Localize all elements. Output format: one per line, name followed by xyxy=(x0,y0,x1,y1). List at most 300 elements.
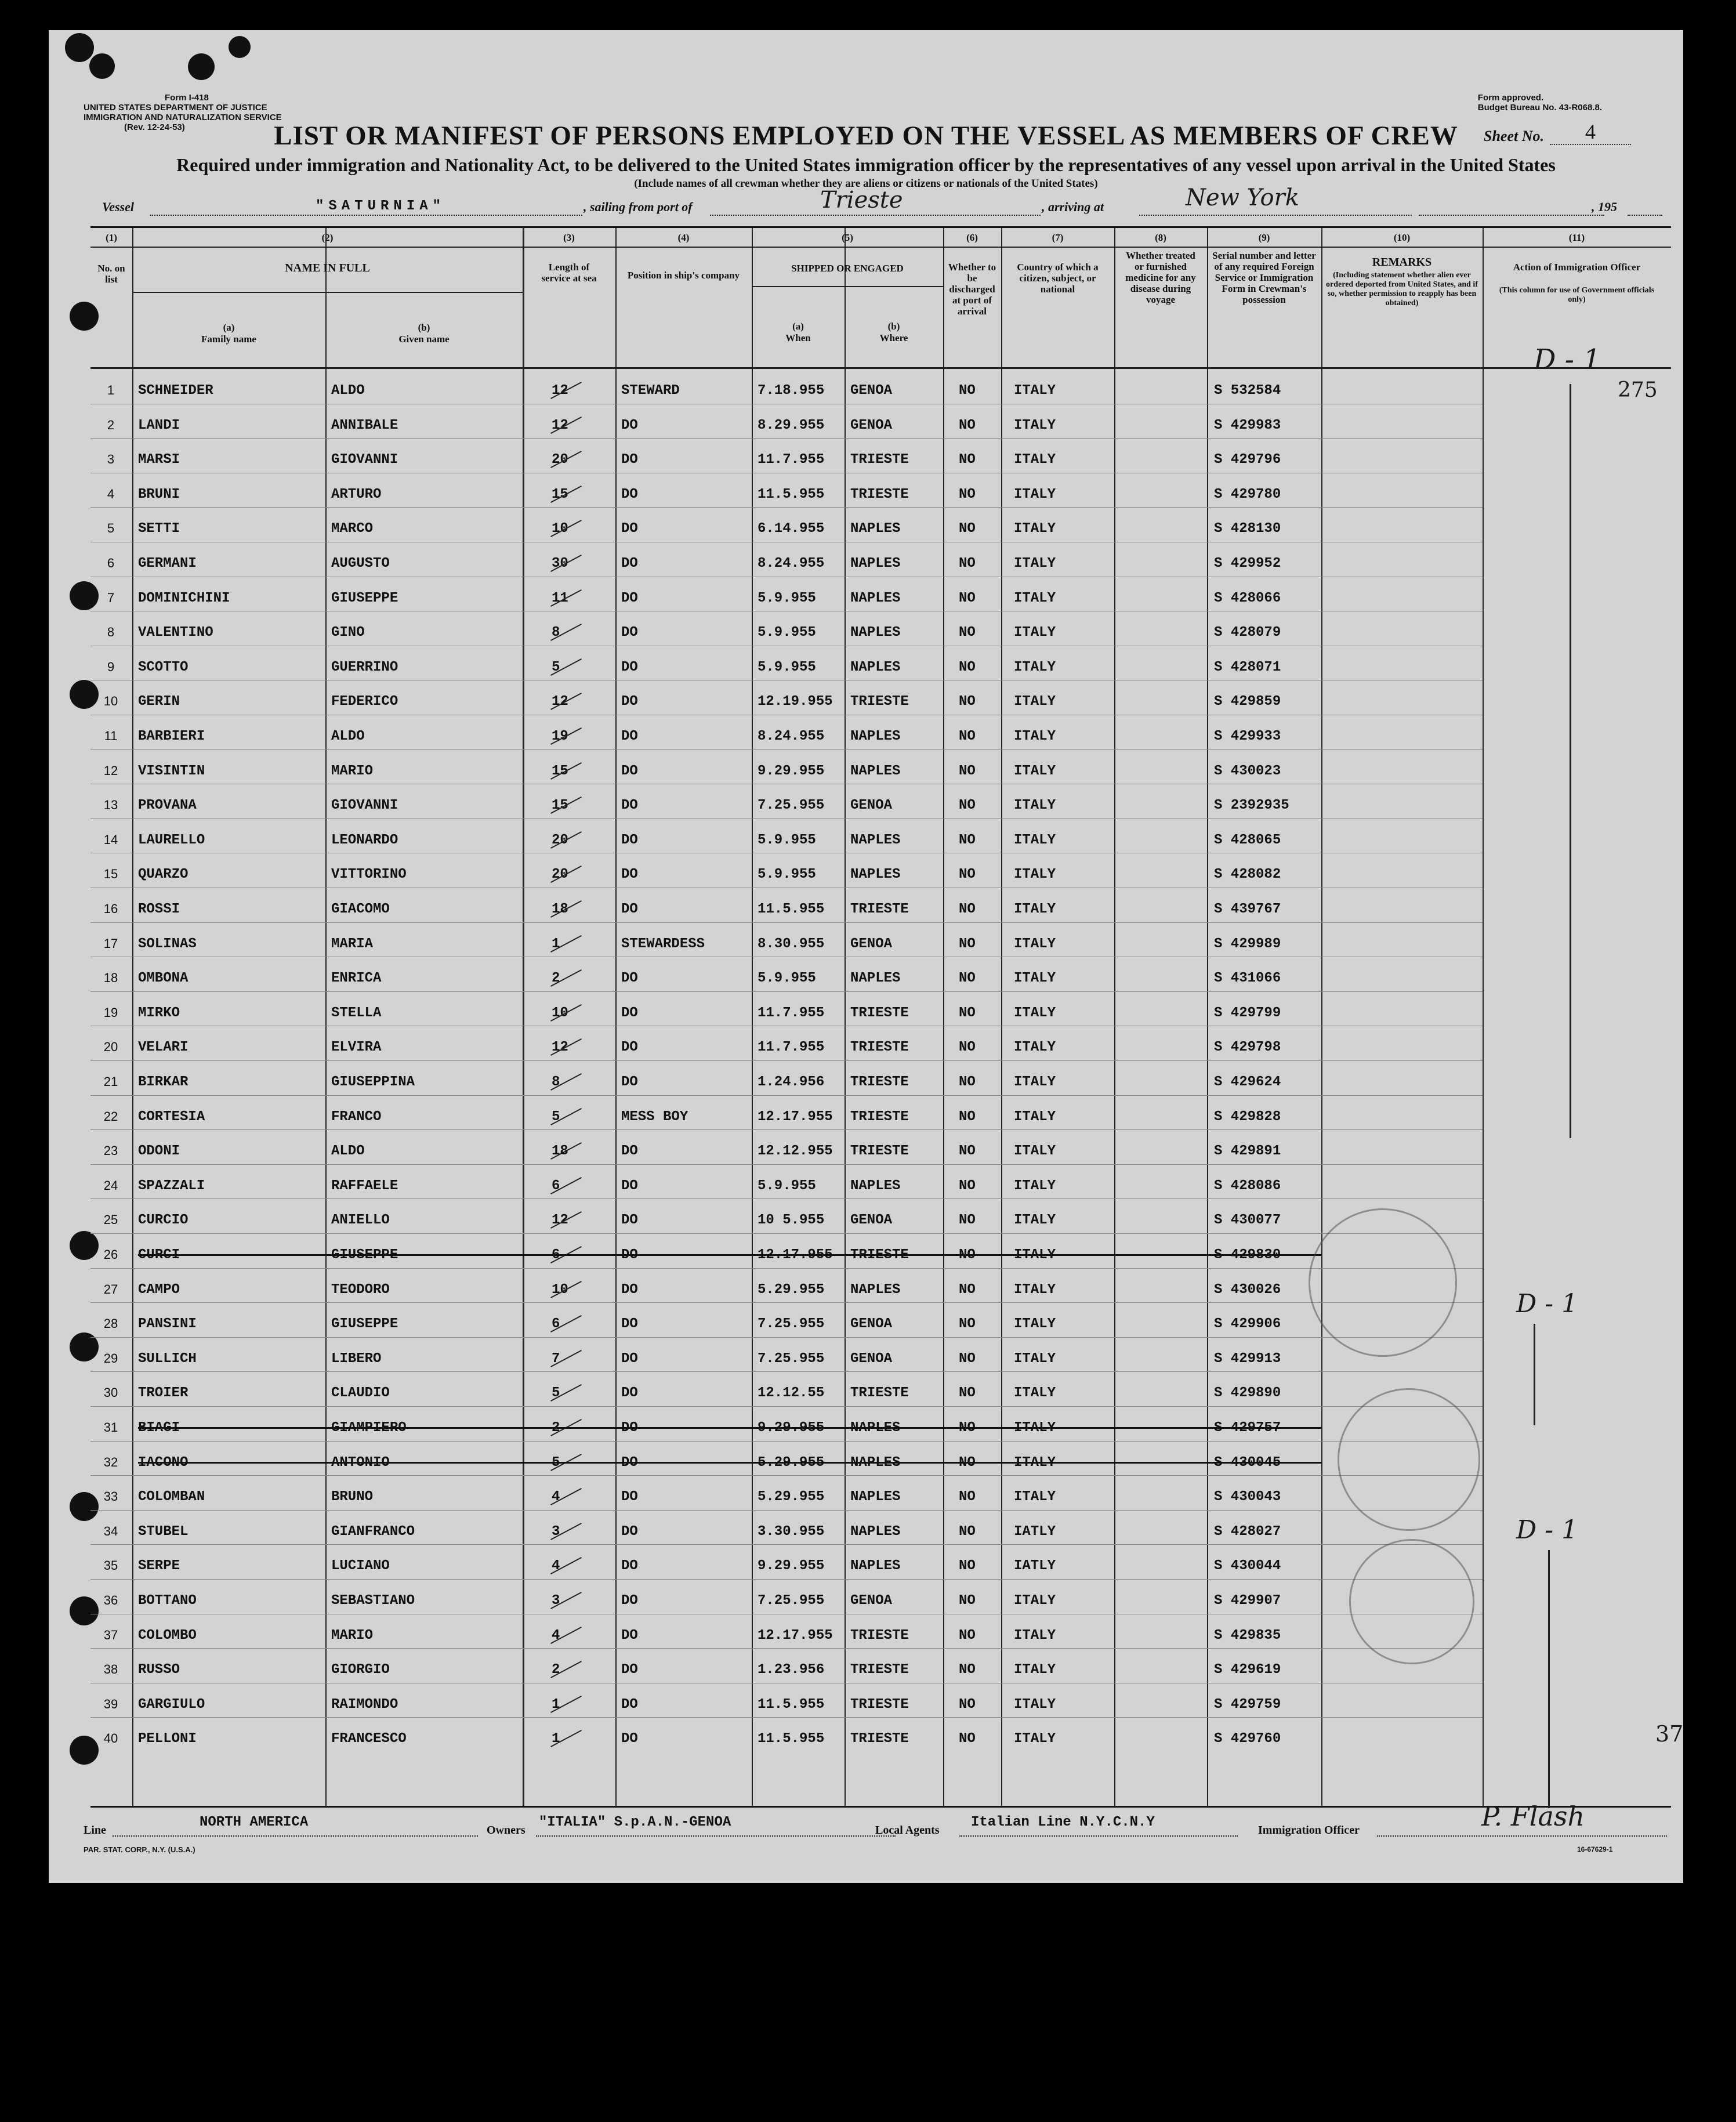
cell-n: 12 xyxy=(103,763,118,778)
cell-when: 5.9.955 xyxy=(758,867,816,883)
cell-serial: S 428065 xyxy=(1214,832,1281,848)
cell-discharge: NO xyxy=(959,590,976,606)
cell-discharge: NO xyxy=(959,452,976,468)
cell-country: ITALY xyxy=(1014,867,1056,883)
cell-family: PROVANA xyxy=(138,798,197,814)
cell-discharge: NO xyxy=(959,798,976,814)
cell-where: TRIESTE xyxy=(850,1385,909,1402)
cell-when: 12.17.955 xyxy=(758,1109,833,1125)
cell-country: ITALY xyxy=(1014,1489,1056,1505)
cell-when: 5.9.955 xyxy=(758,832,816,848)
cell-given: RAFFAELE xyxy=(331,1178,398,1194)
cell-where: TRIESTE xyxy=(850,1005,909,1021)
cell-country: ITALY xyxy=(1014,1662,1056,1678)
cell-discharge: NO xyxy=(959,521,976,537)
cell-country: ITALY xyxy=(1014,1385,1056,1402)
col-10-number: (10) xyxy=(1393,232,1411,243)
table-row xyxy=(90,716,1671,751)
col-7-label: Country of which a citizen, subject, or national xyxy=(1017,262,1099,295)
cell-when: 11.5.955 xyxy=(758,486,825,502)
cell-discharge: NO xyxy=(959,383,976,399)
cell-discharge: NO xyxy=(959,1109,976,1125)
col-9-label: Serial number and letter of any required Foreign Service or Immigration Form in Crewman's possession xyxy=(1212,250,1316,305)
cell-where: GENOA xyxy=(850,1350,893,1367)
cell-service: 3 xyxy=(552,1523,560,1540)
cell-family: CORTESIA xyxy=(138,1109,205,1125)
cell-position: DO xyxy=(621,901,638,917)
table-row xyxy=(90,370,1671,405)
table-row xyxy=(90,751,1671,785)
owners-value: "ITALIA" S.p.A.N.-GENOA xyxy=(539,1815,731,1830)
col-3-number: (3) xyxy=(563,232,575,243)
cell-when: 6.14.955 xyxy=(758,521,825,537)
cell-position: DO xyxy=(621,1627,638,1643)
cell-family: DOMINICHINI xyxy=(138,590,230,606)
cell-position: DO xyxy=(621,1005,638,1021)
cell-discharge: NO xyxy=(959,1593,976,1609)
cell-country: ITALY xyxy=(1014,659,1056,675)
cell-country: ITALY xyxy=(1014,556,1056,571)
cell-service: 12 xyxy=(552,383,568,399)
cell-when: 1.24.956 xyxy=(758,1074,825,1090)
sailing-port: Trieste xyxy=(820,187,903,213)
cell-serial: S 429859 xyxy=(1214,694,1281,710)
cell-n: 21 xyxy=(103,1074,118,1089)
cell-service: 4 xyxy=(552,1627,560,1643)
col-7-number: (7) xyxy=(1052,232,1064,243)
cell-discharge: NO xyxy=(959,1558,976,1574)
cell-where: NAPLES xyxy=(850,832,901,848)
cell-given: VITTORINO xyxy=(331,867,407,883)
col-6-number: (6) xyxy=(966,232,978,243)
sailing-label: , sailing from port of xyxy=(584,200,693,214)
cell-country: ITALY xyxy=(1014,901,1056,917)
col-4-number: (4) xyxy=(677,232,690,243)
cell-family: SCHNEIDER xyxy=(138,383,213,399)
cell-discharge: NO xyxy=(959,971,976,987)
sheet-label: Sheet No. xyxy=(1484,128,1544,144)
cell-when: 5.9.955 xyxy=(758,1178,816,1194)
cell-given: ANIELLO xyxy=(331,1212,390,1229)
cell-service: 10 xyxy=(552,521,568,537)
table-row xyxy=(90,508,1671,543)
cell-n: 4 xyxy=(107,486,115,501)
cell-family: VISINTIN xyxy=(138,763,205,779)
cell-serial: S 430023 xyxy=(1214,763,1281,779)
cell-discharge: NO xyxy=(959,1350,976,1367)
cell-given: MARIO xyxy=(331,763,374,779)
cell-country: ITALY xyxy=(1014,1350,1056,1367)
cell-serial: S 2392935 xyxy=(1214,798,1289,814)
cell-country: ITALY xyxy=(1014,936,1056,952)
col-5b-number: (b) xyxy=(887,321,900,332)
cell-family: COLOMBAN xyxy=(138,1489,205,1505)
cell-where: GENOA xyxy=(850,1316,893,1332)
cell-n: 27 xyxy=(103,1281,118,1297)
cell-discharge: NO xyxy=(959,1696,976,1712)
cell-when: 7.25.955 xyxy=(758,798,825,814)
col-5a-label: When xyxy=(785,332,811,343)
cell-serial: S 429890 xyxy=(1214,1385,1281,1402)
col-9-number: (9) xyxy=(1258,232,1270,243)
cell-position: MESS BOY xyxy=(621,1109,688,1125)
cell-when: 8.24.955 xyxy=(758,729,825,744)
cell-service: 20 xyxy=(552,832,568,848)
cell-position: DO xyxy=(621,694,638,710)
cell-country: ITALY xyxy=(1014,832,1056,848)
col-10-note: (Including statement whether alien ever ordered deported from United States, and if so, whether permission to reapply has been obtained) xyxy=(1326,271,1478,307)
cell-n: 34 xyxy=(103,1523,118,1538)
cell-serial: S 429989 xyxy=(1214,936,1281,952)
official-stamp xyxy=(1349,1539,1474,1664)
cell-service: 20 xyxy=(552,452,568,468)
cell-where: NAPLES xyxy=(850,1454,901,1471)
cell-service: 30 xyxy=(552,556,568,571)
cell-service: 5 xyxy=(552,1109,560,1125)
cell-serial: S 428066 xyxy=(1214,590,1281,606)
cell-when: 9.29.955 xyxy=(758,763,825,779)
cell-given: ANNIBALE xyxy=(331,417,398,433)
punch-hole xyxy=(89,53,115,79)
cell-family: SETTI xyxy=(138,521,180,537)
cell-when: 12.12.55 xyxy=(758,1385,825,1402)
cell-where: GENOA xyxy=(850,1212,893,1229)
table-row xyxy=(90,1338,1671,1373)
table-row xyxy=(90,854,1671,889)
cell-country: ITALY xyxy=(1014,1074,1056,1090)
punch-hole xyxy=(229,36,251,58)
cell-position: DO xyxy=(621,763,638,779)
cell-n: 36 xyxy=(103,1593,118,1607)
cell-discharge: NO xyxy=(959,694,976,710)
cell-country: IATLY xyxy=(1014,1558,1056,1574)
department: UNITED STATES DEPARTMENT OF JUSTICE xyxy=(84,103,267,113)
cell-given: GIOVANNI xyxy=(331,798,398,814)
cell-family: STUBEL xyxy=(138,1523,189,1540)
cell-n: 37 xyxy=(103,1627,118,1642)
cell-position: STEWARD xyxy=(621,383,680,399)
action-bracket xyxy=(1534,1324,1535,1425)
cell-position: DO xyxy=(621,971,638,987)
cell-position: DO xyxy=(621,798,638,814)
cell-where: NAPLES xyxy=(850,867,901,883)
strike-line xyxy=(138,1462,1321,1464)
cell-service: 18 xyxy=(552,1143,568,1160)
cell-where: GENOA xyxy=(850,417,893,433)
officer-signature: P. Flash xyxy=(1481,1801,1585,1832)
cell-country: ITALY xyxy=(1014,694,1056,710)
cell-position: DO xyxy=(621,1696,638,1712)
cell-where: NAPLES xyxy=(850,1523,901,1540)
cell-serial: S 430077 xyxy=(1214,1212,1281,1229)
cell-country: ITALY xyxy=(1014,1178,1056,1194)
cell-discharge: NO xyxy=(959,1178,976,1194)
cell-country: ITALY xyxy=(1014,798,1056,814)
officer-label: Immigration Officer xyxy=(1258,1824,1360,1837)
col-2-label: NAME IN FULL xyxy=(285,262,370,274)
cell-given: GIUSEPPE xyxy=(331,1316,398,1332)
cell-position: DO xyxy=(621,867,638,883)
cell-family: BIAGI xyxy=(138,1420,180,1436)
col-10-label: REMARKS xyxy=(1372,256,1432,269)
cell-n: 23 xyxy=(103,1143,118,1158)
cell-where: TRIESTE xyxy=(850,1074,909,1090)
cell-discharge: NO xyxy=(959,1143,976,1160)
col-5-number: (5) xyxy=(842,232,853,243)
cell-service: 2 xyxy=(552,1420,560,1436)
cell-given: FEDERICO xyxy=(331,694,398,710)
cell-country: ITALY xyxy=(1014,383,1056,399)
cell-when: 11.7.955 xyxy=(758,452,825,468)
line-value: NORTH AMERICA xyxy=(200,1815,309,1830)
owners-label: Owners xyxy=(487,1824,525,1837)
cell-service: 6 xyxy=(552,1316,560,1332)
cell-service: 4 xyxy=(552,1558,560,1574)
cell-service: 4 xyxy=(552,1489,560,1505)
cell-when: 5.29.955 xyxy=(758,1281,825,1298)
cell-given: GIACOMO xyxy=(331,901,390,917)
col-3-label: Length of service at sea xyxy=(541,262,597,284)
cell-service: 15 xyxy=(552,486,568,502)
cell-where: NAPLES xyxy=(850,1281,901,1298)
cell-given: LUCIANO xyxy=(331,1558,390,1574)
col-2b-label: Given name xyxy=(398,334,450,345)
cell-serial: S 430045 xyxy=(1214,1454,1281,1471)
cell-n: 11 xyxy=(104,729,118,743)
cell-family: PANSINI xyxy=(138,1316,197,1332)
cell-country: ITALY xyxy=(1014,1316,1056,1332)
cell-when: 3.30.955 xyxy=(758,1523,825,1540)
cell-where: NAPLES xyxy=(850,971,901,987)
cell-n: 32 xyxy=(103,1454,118,1469)
cell-service: 15 xyxy=(552,763,568,779)
cell-serial: S 429799 xyxy=(1214,1005,1281,1021)
cell-position: DO xyxy=(621,832,638,848)
arrival-port: New York xyxy=(1186,184,1299,211)
cell-serial: S 428130 xyxy=(1214,521,1281,537)
cell-discharge: NO xyxy=(959,1316,976,1332)
cell-serial: S 430043 xyxy=(1214,1489,1281,1505)
cell-family: GERIN xyxy=(138,694,180,710)
official-stamp xyxy=(1338,1388,1480,1531)
cell-where: TRIESTE xyxy=(850,486,909,502)
cell-when: 7.18.955 xyxy=(758,383,825,399)
cell-n: 26 xyxy=(103,1247,118,1262)
table-row xyxy=(90,958,1671,993)
form-info-right xyxy=(1478,93,1602,113)
table-row xyxy=(90,1718,1671,1753)
cell-position: DO xyxy=(621,1593,638,1609)
cell-given: LEONARDO xyxy=(331,832,398,848)
vessel-name: "SATURNIA" xyxy=(316,198,446,214)
table-row xyxy=(90,612,1671,647)
cell-family: OMBONA xyxy=(138,971,189,987)
cell-country: ITALY xyxy=(1014,763,1056,779)
cell-service: 12 xyxy=(552,1040,568,1056)
cell-service: 12 xyxy=(552,1212,568,1229)
table-row xyxy=(90,405,1671,440)
table-row xyxy=(90,1684,1671,1719)
cell-serial: S 429796 xyxy=(1214,452,1281,468)
cell-serial: S 429983 xyxy=(1214,417,1281,433)
cell-discharge: NO xyxy=(959,1523,976,1540)
cell-service: 6 xyxy=(552,1247,560,1263)
cell-position: DO xyxy=(621,1143,638,1160)
vessel-label: Vessel xyxy=(102,200,134,214)
cell-discharge: NO xyxy=(959,936,976,952)
cell-n: 15 xyxy=(103,867,118,882)
cell-when: 11.5.955 xyxy=(758,901,825,917)
cell-when: 10 5.955 xyxy=(758,1212,825,1229)
cell-given: ALDO xyxy=(331,729,365,744)
col-1-label: No. on list xyxy=(97,263,125,285)
cell-n: 13 xyxy=(103,798,118,813)
cell-family: CURCIO xyxy=(138,1212,189,1229)
cell-discharge: NO xyxy=(959,1212,976,1229)
cell-when: 8.30.955 xyxy=(758,936,825,952)
cell-given: ENRICA xyxy=(331,971,382,987)
cell-where: TRIESTE xyxy=(850,1731,909,1747)
cell-family: BARBIERI xyxy=(138,729,205,744)
cell-n: 1 xyxy=(107,383,115,397)
cell-service: 20 xyxy=(552,867,568,883)
table-row xyxy=(90,785,1671,820)
cell-serial: S 430026 xyxy=(1214,1281,1281,1298)
manifest-page xyxy=(49,30,1683,1883)
cell-serial: S 429798 xyxy=(1214,1040,1281,1056)
cell-serial: S 428079 xyxy=(1214,625,1281,641)
cell-n: 19 xyxy=(103,1005,118,1020)
cell-serial: S 428071 xyxy=(1214,659,1281,675)
cell-n: 17 xyxy=(103,936,118,951)
cell-serial: S 431066 xyxy=(1214,971,1281,987)
action-annotation: 37 xyxy=(1655,1721,1684,1747)
cell-serial: S 429780 xyxy=(1214,486,1281,502)
table-row xyxy=(90,1062,1671,1096)
cell-when: 8.29.955 xyxy=(758,417,825,433)
cell-discharge: NO xyxy=(959,659,976,675)
cell-serial: S 428082 xyxy=(1214,867,1281,883)
cell-position: DO xyxy=(621,1281,638,1298)
cell-serial: S 429828 xyxy=(1214,1109,1281,1125)
cell-family: ODONI xyxy=(138,1143,180,1160)
cell-serial: S 428086 xyxy=(1214,1178,1281,1194)
cell-family: RUSSO xyxy=(138,1662,180,1678)
cell-n: 20 xyxy=(103,1040,118,1055)
cell-discharge: NO xyxy=(959,625,976,641)
cell-country: ITALY xyxy=(1014,1281,1056,1298)
cell-service: 8 xyxy=(552,1074,560,1090)
cell-country: ITALY xyxy=(1014,1247,1056,1263)
cell-family: SCOTTO xyxy=(138,659,189,675)
table-row xyxy=(90,578,1671,613)
col-1-number: (1) xyxy=(106,232,117,243)
cell-country: ITALY xyxy=(1014,521,1056,537)
form-approved: Form approved. xyxy=(1477,93,1544,103)
cell-n: 39 xyxy=(103,1696,118,1711)
cell-service: 19 xyxy=(552,729,568,744)
cell-country: ITALY xyxy=(1014,971,1056,987)
strike-line xyxy=(138,1254,1321,1256)
cell-when: 5.29.955 xyxy=(758,1454,825,1471)
cell-where: GENOA xyxy=(850,1593,893,1609)
col-5a-number: (a) xyxy=(792,321,804,332)
cell-n: 10 xyxy=(103,694,118,709)
cell-given: LIBERO xyxy=(331,1350,382,1367)
cell-country: ITALY xyxy=(1014,1420,1056,1436)
cell-service: 11 xyxy=(552,590,568,606)
cell-when: 7.25.955 xyxy=(758,1350,825,1367)
cell-n: 40 xyxy=(103,1731,118,1746)
cell-position: DO xyxy=(621,1212,638,1229)
cell-serial: S 428027 xyxy=(1214,1523,1281,1540)
cell-service: 8 xyxy=(552,625,560,641)
cell-given: TEODORO xyxy=(331,1281,390,1298)
cell-when: 5.9.955 xyxy=(758,625,816,641)
table-row xyxy=(90,439,1671,474)
cell-service: 2 xyxy=(552,1662,560,1678)
cell-given: ALDO xyxy=(331,383,365,399)
table-row xyxy=(90,924,1671,958)
cell-given: MARIO xyxy=(331,1627,374,1643)
cell-family: MIRKO xyxy=(138,1005,180,1021)
year-label: , 195 xyxy=(1592,200,1617,214)
cell-serial: S 429757 xyxy=(1214,1420,1281,1436)
cell-position: DO xyxy=(621,1489,638,1505)
cell-serial: S 532584 xyxy=(1214,383,1281,399)
cell-family: SPAZZALI xyxy=(138,1178,205,1194)
cell-given: GIANFRANCO xyxy=(331,1523,415,1540)
cell-service: 6 xyxy=(552,1178,560,1194)
col-11-note: (This column for use of Government officials only) xyxy=(1499,286,1655,304)
cell-service: 18 xyxy=(552,901,568,917)
cell-where: NAPLES xyxy=(850,1489,901,1505)
table-row xyxy=(90,1027,1671,1062)
cell-service: 3 xyxy=(552,1593,560,1609)
cell-family: COLOMBO xyxy=(138,1627,197,1643)
line-label: Line xyxy=(84,1824,106,1837)
cell-country: ITALY xyxy=(1014,1040,1056,1056)
cell-given: FRANCO xyxy=(331,1109,382,1125)
cell-discharge: NO xyxy=(959,1005,976,1021)
cell-discharge: NO xyxy=(959,729,976,744)
page-title: LIST OR MANIFEST OF PERSONS EMPLOYED ON THE VESSEL AS MEMBERS OF CREW xyxy=(274,121,1458,151)
cell-where: TRIESTE xyxy=(850,1627,909,1643)
cell-service: 15 xyxy=(552,798,568,814)
action-annotation: D - 1 xyxy=(1516,1515,1578,1545)
punch-hole xyxy=(188,53,215,80)
cell-family: VALENTINO xyxy=(138,625,213,641)
cell-when: 12.17.955 xyxy=(758,1627,833,1643)
cell-given: MARIA xyxy=(331,936,374,952)
agents-value: Italian Line N.Y.C.N.Y xyxy=(971,1815,1155,1830)
revision: (Rev. 12-24-53) xyxy=(124,122,185,132)
col-2b-number: (b) xyxy=(418,322,430,333)
cell-when: 12.19.955 xyxy=(758,694,833,710)
cell-position: STEWARDESS xyxy=(621,936,705,952)
cell-n: 7 xyxy=(107,590,115,605)
cell-when: 11.7.955 xyxy=(758,1040,825,1056)
cell-family: PELLONI xyxy=(138,1731,197,1747)
cell-position: DO xyxy=(621,1350,638,1367)
cell-country: ITALY xyxy=(1014,417,1056,433)
cell-country: ITALY xyxy=(1014,1143,1056,1160)
col-5b-label: Where xyxy=(879,332,908,343)
cell-n: 22 xyxy=(103,1109,118,1124)
sheet-number: 4 xyxy=(1550,120,1631,145)
cell-where: TRIESTE xyxy=(850,1662,909,1678)
action-annotation: D - 1 xyxy=(1534,343,1601,376)
